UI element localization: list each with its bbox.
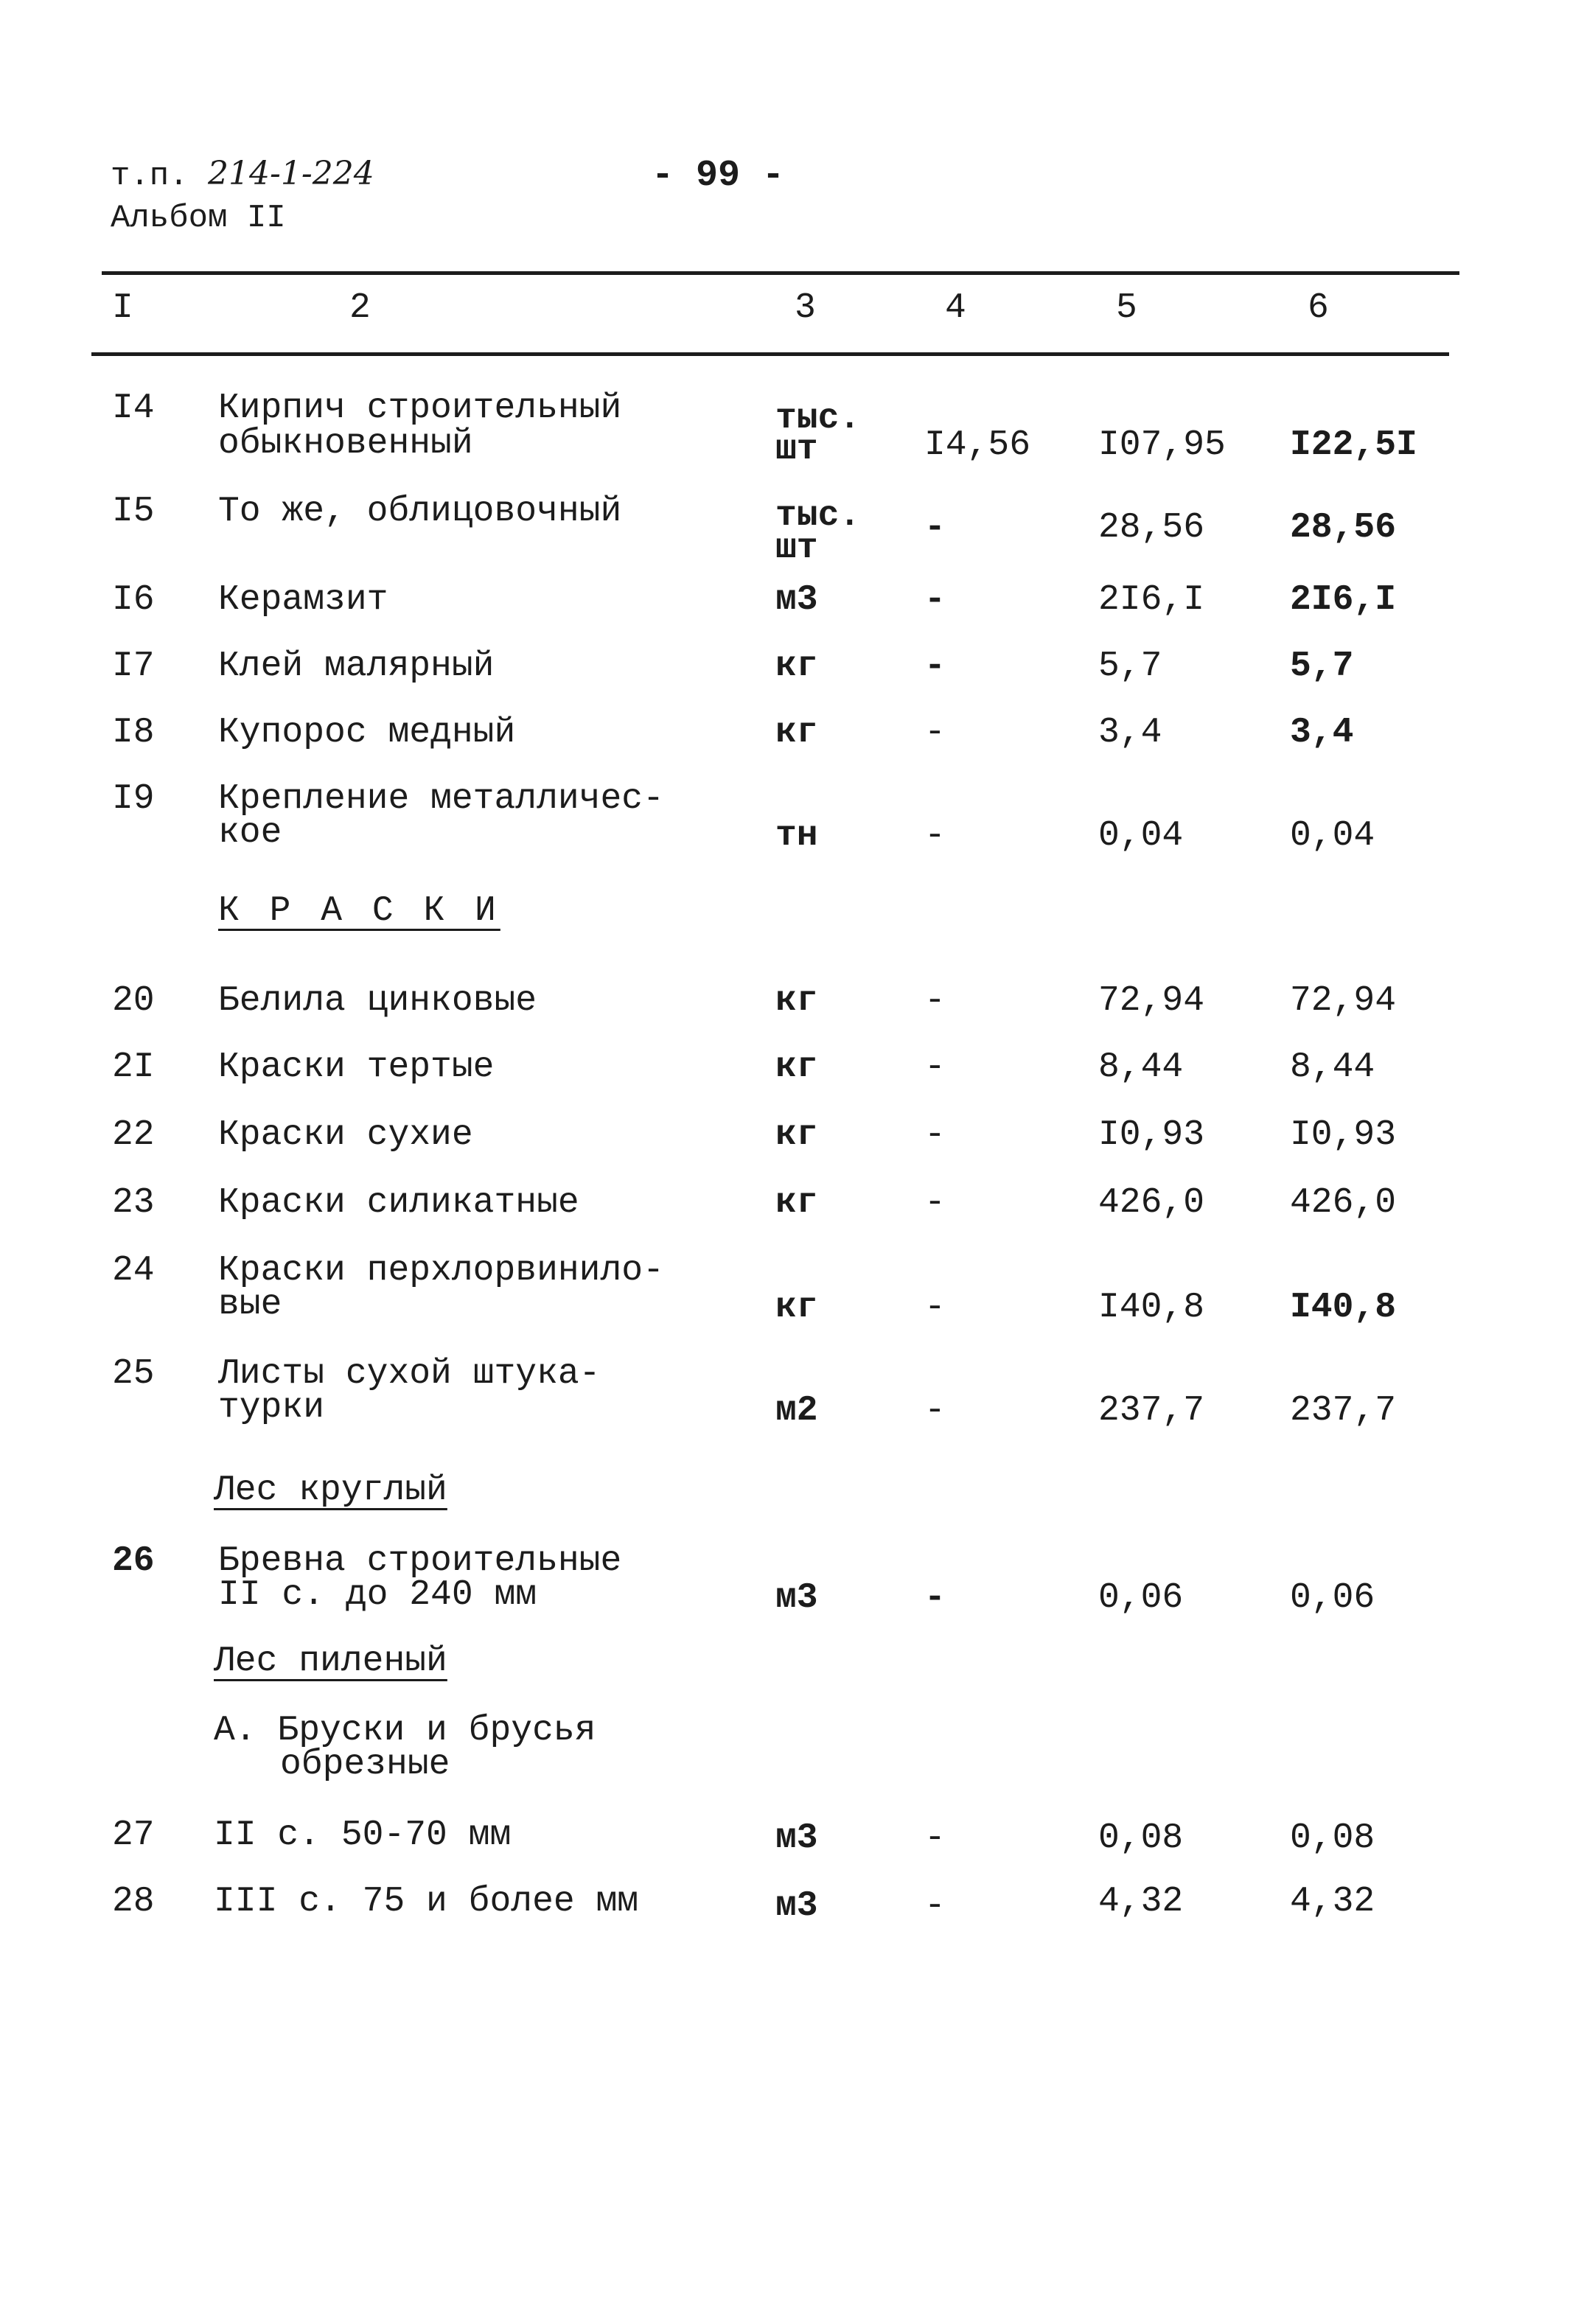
item-name: турки xyxy=(218,1388,325,1428)
cell-col4: - xyxy=(924,1047,946,1087)
item-name: То же, облицовочный xyxy=(218,492,622,531)
row-number: 20 xyxy=(112,981,155,1021)
item-name: Крепление металличес- xyxy=(218,779,664,819)
cell-col5: I07,95 xyxy=(1098,425,1226,465)
row-number: I7 xyxy=(112,646,155,686)
cell-col6: 72,94 xyxy=(1290,981,1397,1021)
cell-col6: 4,32 xyxy=(1290,1882,1375,1922)
cell-col6: I22,5I xyxy=(1290,425,1417,465)
unit: кг xyxy=(775,1047,818,1087)
cell-col4: - xyxy=(924,580,946,620)
unit: м3 xyxy=(775,1818,818,1858)
cell-col4: - xyxy=(924,508,946,548)
cell-col4: - xyxy=(924,1183,946,1223)
item-name: Краски перхлорвинило- xyxy=(218,1251,664,1291)
subsection-heading-bars: А. Бруски и брусья xyxy=(214,1711,596,1751)
reference-number: 214-1-224 xyxy=(208,155,374,192)
cell-col5: 0,04 xyxy=(1098,816,1184,856)
row-number: I8 xyxy=(112,713,155,753)
cell-col5: 4,32 xyxy=(1098,1882,1184,1922)
header-bottom-rule xyxy=(91,352,1449,356)
cell-col6: 3,4 xyxy=(1290,713,1354,753)
item-name: II с. до 240 мм xyxy=(218,1575,537,1615)
cell-col6: I0,93 xyxy=(1290,1115,1397,1155)
row-number: 26 xyxy=(112,1541,155,1581)
row-number: 27 xyxy=(112,1815,155,1855)
unit: кг xyxy=(775,1288,818,1327)
cell-col6: 0,06 xyxy=(1290,1578,1375,1618)
item-name: Кирпич строительный xyxy=(218,388,622,428)
item-name: Краски силикатные xyxy=(218,1183,579,1223)
item-name: вые xyxy=(218,1285,282,1325)
row-number: I6 xyxy=(112,580,155,620)
column-header: 3 xyxy=(795,288,816,328)
cell-col6: 8,44 xyxy=(1290,1047,1375,1087)
column-header: 5 xyxy=(1116,288,1137,328)
cell-col5: 8,44 xyxy=(1098,1047,1184,1087)
section-heading-round-timber: Лес круглый xyxy=(214,1470,447,1510)
cell-col6: 28,56 xyxy=(1290,508,1397,548)
album-label: Альбом II xyxy=(111,200,286,237)
row-number: I4 xyxy=(112,388,155,428)
row-number: I9 xyxy=(112,779,155,819)
column-header: I xyxy=(112,288,133,328)
unit: кг xyxy=(775,646,818,686)
row-number: 23 xyxy=(112,1183,155,1223)
subsection-heading-bars: обрезные xyxy=(280,1745,450,1784)
cell-col4: - xyxy=(924,1288,946,1327)
row-number: 24 xyxy=(112,1251,155,1291)
unit: тыс. xyxy=(775,496,861,536)
cell-col4: - xyxy=(924,646,946,686)
cell-col6: 5,7 xyxy=(1290,646,1354,686)
column-header: 6 xyxy=(1308,288,1329,328)
item-name: II с. 50-70 мм xyxy=(214,1815,512,1855)
item-name: Краски тертые xyxy=(218,1047,495,1087)
item-name: III с. 75 и более мм xyxy=(214,1882,639,1922)
cell-col4: - xyxy=(924,1115,946,1155)
cell-col6: 237,7 xyxy=(1290,1391,1397,1431)
cell-col5: 2I6,I xyxy=(1098,580,1205,620)
cell-col6: 426,0 xyxy=(1290,1183,1397,1223)
reference-prefix: т.п. xyxy=(111,158,189,195)
row-number: 25 xyxy=(112,1354,155,1394)
cell-col4: - xyxy=(924,1391,946,1431)
unit: кг xyxy=(775,713,818,753)
row-number: 2I xyxy=(112,1047,155,1087)
cell-col5: 72,94 xyxy=(1098,981,1205,1021)
cell-col5: 3,4 xyxy=(1098,713,1162,753)
item-name: Клей малярный xyxy=(218,646,495,686)
unit: кг xyxy=(775,981,818,1021)
cell-col5: 237,7 xyxy=(1098,1391,1205,1431)
document-reference xyxy=(111,156,374,194)
unit: шт xyxy=(775,528,818,568)
unit: шт xyxy=(775,430,818,470)
cell-col6: 2I6,I xyxy=(1290,580,1397,620)
cell-col6: I40,8 xyxy=(1290,1288,1397,1327)
item-name: Керамзит xyxy=(218,580,388,620)
cell-col4: - xyxy=(924,713,946,753)
cell-col5: I0,93 xyxy=(1098,1115,1205,1155)
cell-col5: 426,0 xyxy=(1098,1183,1205,1223)
item-name: Купорос медный xyxy=(218,713,516,753)
cell-col4: - xyxy=(924,981,946,1021)
item-name: обыкновенный xyxy=(218,424,473,464)
page-number: - 99 - xyxy=(652,155,785,197)
item-name: Краски сухие xyxy=(218,1115,473,1155)
table-top-rule xyxy=(102,271,1459,275)
cell-col4: - xyxy=(924,1818,946,1858)
row-number: I5 xyxy=(112,492,155,531)
item-name: Бревна строительные xyxy=(218,1541,622,1581)
cell-col5: I40,8 xyxy=(1098,1288,1205,1327)
unit: тыс. xyxy=(775,399,861,439)
cell-col5: 0,06 xyxy=(1098,1578,1184,1618)
item-name: кое xyxy=(218,813,282,853)
cell-col6: 0,08 xyxy=(1290,1818,1375,1858)
unit: м3 xyxy=(775,1886,818,1926)
unit: м2 xyxy=(775,1391,818,1431)
unit: тн xyxy=(775,816,818,856)
cell-col5: 28,56 xyxy=(1098,508,1205,548)
row-number: 22 xyxy=(112,1115,155,1155)
unit: м3 xyxy=(775,580,818,620)
cell-col4: - xyxy=(924,816,946,856)
item-name: Листы сухой штука- xyxy=(218,1354,601,1394)
cell-col4: - xyxy=(924,1578,946,1618)
unit: м3 xyxy=(775,1578,818,1618)
column-header: 2 xyxy=(349,288,371,328)
cell-col4: - xyxy=(924,1886,946,1926)
row-number: 28 xyxy=(112,1882,155,1922)
cell-col4: I4,56 xyxy=(924,425,1031,465)
cell-col6: 0,04 xyxy=(1290,816,1375,856)
unit: кг xyxy=(775,1115,818,1155)
section-heading-paints: К Р А С К И xyxy=(218,891,500,931)
item-name: Белила цинковые xyxy=(218,981,537,1021)
cell-col5: 5,7 xyxy=(1098,646,1162,686)
cell-col5: 0,08 xyxy=(1098,1818,1184,1858)
section-heading-sawn-timber: Лес пиленый xyxy=(214,1641,447,1681)
unit: кг xyxy=(775,1183,818,1223)
column-header: 4 xyxy=(945,288,966,328)
